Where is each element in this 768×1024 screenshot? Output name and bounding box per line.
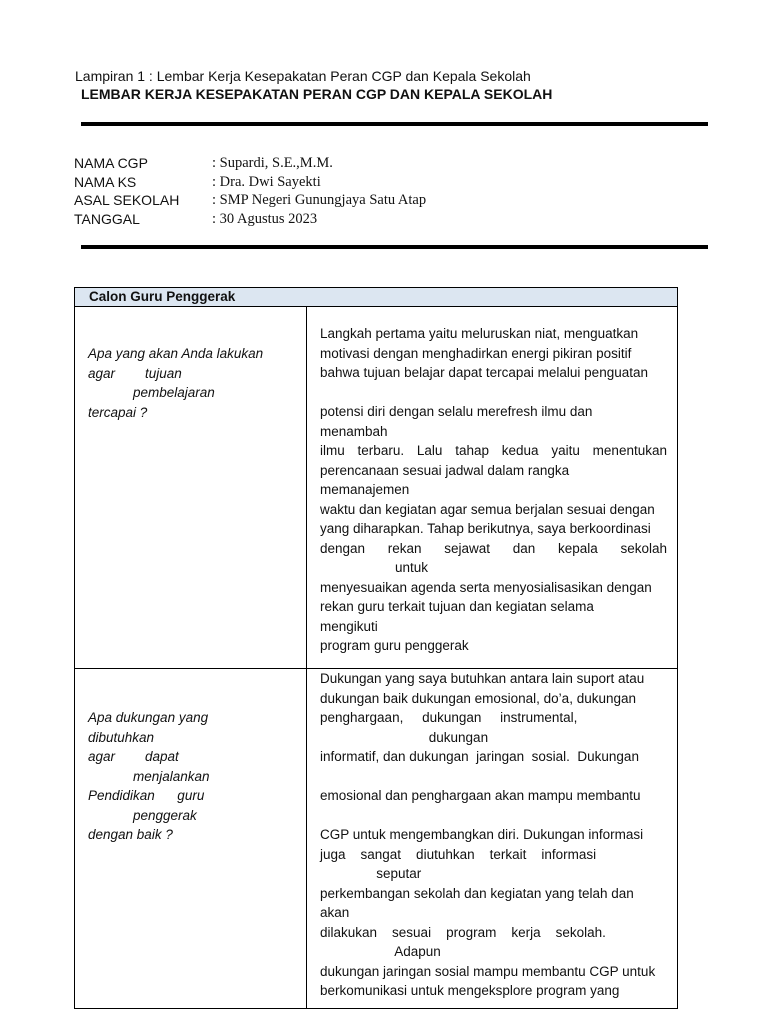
info-label: TANGGAL [74, 211, 140, 228]
question-line: dengan baik ? [88, 827, 173, 842]
answer-line: dukungan baik dukungan emosional, do’a, dukungan [320, 690, 636, 706]
answer-cell [307, 307, 678, 669]
answer-line: menyesuaikan agenda serta menyosialisasikan dengan [320, 579, 652, 595]
document-title: LEMBAR KERJA KESEPAKATAN PERAN CGP DAN KEPALA SEKOLAH [81, 86, 553, 102]
answer-line: motivasi dengan menghadirkan energi pikiran positif [320, 345, 632, 361]
question-line: tercapai ? [88, 404, 148, 420]
info-label: NAMA CGP [74, 155, 148, 171]
question-cell [75, 669, 307, 1009]
identity-block [74, 154, 426, 229]
info-row-nama-cgp [74, 154, 426, 173]
answer-line: juga sangat diutuhkan terkait informasi [320, 846, 597, 862]
question-line: Apa yang akan Anda lakukan [88, 346, 264, 361]
agreement-table [74, 287, 678, 1009]
answer-line: untuk [320, 560, 429, 575]
info-row-tanggal [74, 210, 426, 229]
question-line: pembelajaran [88, 385, 215, 400]
answer-line: dengan rekan sejawat dan kepala sekolah [320, 540, 667, 556]
table-section-header: Calon Guru Penggerak [75, 288, 678, 307]
answer-line: program guru penggerak [320, 638, 469, 653]
answer-line: potensi diri dengan selalu merefresh ilmu dan [320, 404, 593, 419]
answer-line: dukungan [320, 729, 489, 745]
answer-line: mengikuti [320, 618, 378, 634]
question-line: menjalankan [88, 768, 210, 784]
info-label: ASAL SEKOLAH [74, 192, 180, 209]
question-cell [75, 307, 307, 669]
question-line: Apa dukungan yang [88, 710, 209, 725]
answer-line: informatif, dan dukungan jaringan sosial. Dukungan [320, 749, 639, 764]
question-line: dibutuhkan [88, 729, 155, 745]
answer-line [320, 806, 667, 826]
info-label: NAMA KS [74, 173, 137, 190]
info-value: : SMP Negeri Gunungjaya Satu Atap [212, 192, 427, 209]
answer-line: Adapun [320, 944, 441, 959]
answer-cell [307, 669, 678, 1009]
answer-line: rekan guru terkait tujuan dan kegiatan selama [320, 599, 594, 614]
info-row-asal-sekolah [74, 191, 426, 210]
answer-line: waktu dan kegiatan agar semua berjalan sesuai dengan [320, 501, 655, 517]
info-value: : Supardi, S.E.,M.M. [212, 155, 333, 171]
question-line: penggerak [88, 807, 197, 823]
answer-line: akan [320, 905, 350, 920]
answer-line: penghargaan, dukungan instrumental, [320, 710, 578, 725]
answer-line [320, 383, 667, 403]
answer-line: perencanaan sesuai jadwal dalam rangka [320, 462, 570, 478]
info-row-nama-ks [74, 173, 426, 192]
info-value: : 30 Agustus 2023 [212, 211, 318, 228]
answer-line: berkomunikasi untuk mengeksplore program yang [320, 983, 620, 998]
info-value: : Dra. Dwi Sayekti [212, 173, 321, 190]
answer-line: dukungan jaringan sosial mampu membantu CGP untuk [320, 963, 656, 979]
question-line: agar tujuan [88, 365, 182, 381]
answer-line: yang diharapkan. Tahap berikutnya, saya berkoordinasi [320, 521, 651, 536]
answer-line: menambah [320, 423, 388, 439]
table-row [75, 669, 678, 1009]
answer-line: bahwa tujuan belajar dapat tercapai melalui penguatan [320, 365, 648, 380]
question-line: Pendidikan guru [88, 788, 205, 803]
answer-line: emosional dan penghargaan akan mampu membantu [320, 788, 641, 803]
table-row [75, 307, 678, 669]
bottom-divider [81, 245, 708, 249]
answer-line: memanajemen [320, 482, 410, 497]
answer-line [320, 767, 667, 787]
question-line: agar dapat [88, 749, 179, 764]
lampiran-heading: Lampiran 1 : Lembar Kerja Kesepakatan Peran CGP dan Kepala Sekolah [75, 68, 531, 84]
answer-line: dilakukan sesuai program kerja sekolah. [320, 924, 606, 940]
answer-line: perkembangan sekolah dan kegiatan yang telah dan [320, 885, 634, 901]
answer-line: ilmu terbaru. Lalu tahap kedua yaitu menentukan [320, 443, 667, 458]
answer-line: seputar [320, 866, 422, 881]
answer-line: Dukungan yang saya butuhkan antara lain suport atau [320, 671, 645, 686]
top-divider [81, 122, 708, 126]
answer-line: Langkah pertama yaitu meluruskan niat, menguatkan [320, 326, 639, 341]
answer-line: CGP untuk mengembangkan diri. Dukungan informasi [320, 827, 644, 842]
